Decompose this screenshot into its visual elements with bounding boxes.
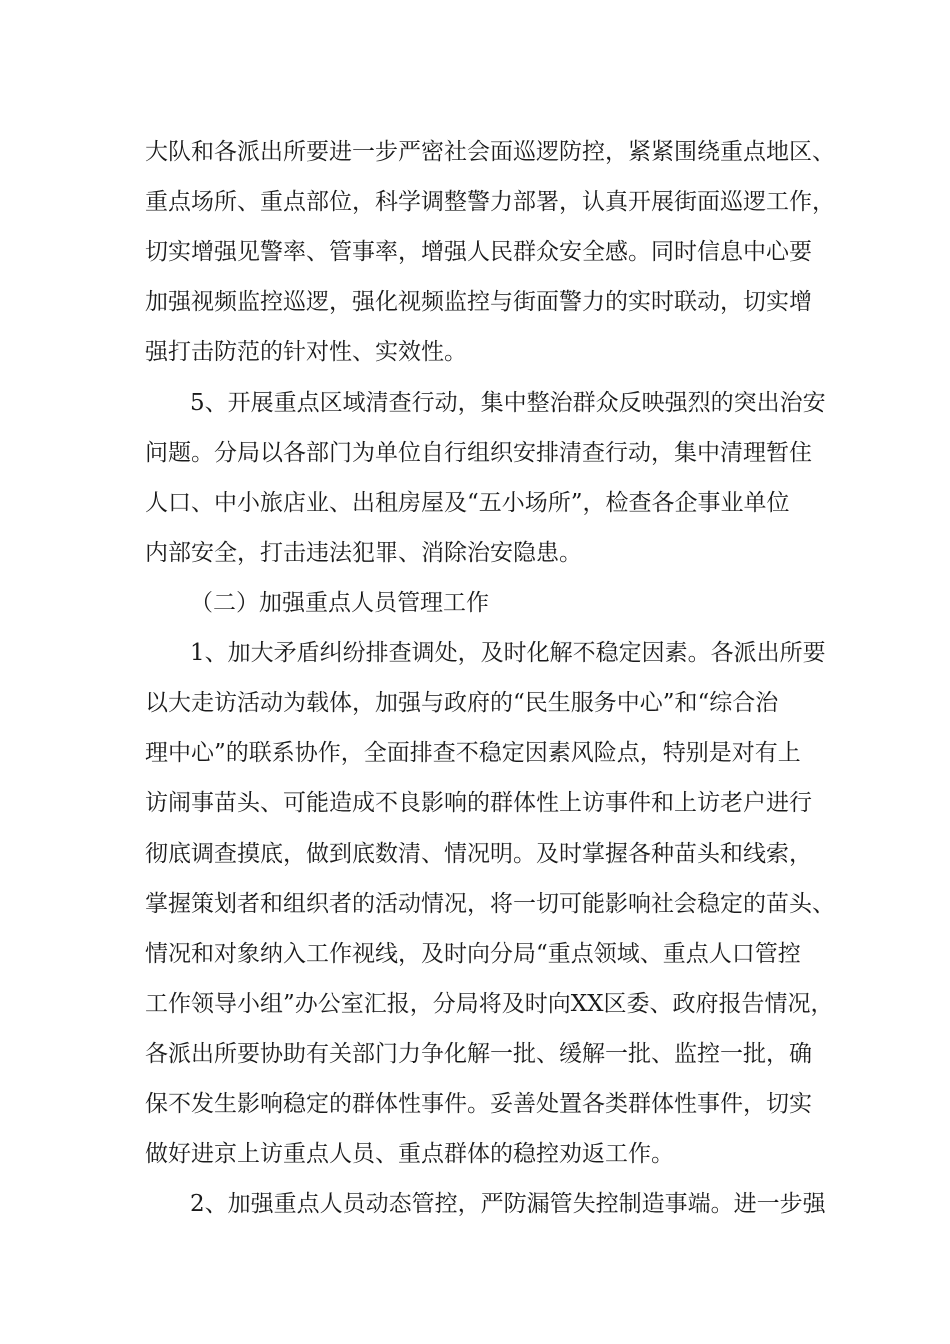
text-line-1: 大队和各派出所要进一步严密社会面巡逻防控，紧紧围绕重点地区、 bbox=[145, 139, 835, 165]
text-line-17: 情况和对象纳入工作视线，及时向分局“重点领域、重点人口管控 bbox=[145, 941, 801, 967]
text-line-8: 人口、中小旅店业、出租房屋及“五小场所”，检查各企事业单位 bbox=[145, 490, 790, 516]
paragraph-1-start: 1、加大矛盾纠纷排查调处，及时化解不稳定因素。各派出所要 bbox=[190, 640, 826, 666]
text-line-9: 内部安全，打击违法犯罪、消除治安隐患。 bbox=[145, 540, 582, 566]
text-line-4: 加强视频监控巡逻，强化视频监控与街面警力的实时联动，切实增 bbox=[145, 289, 812, 315]
text-line-13: 理中心”的联系协作，全面排查不稳定因素风险点，特别是对有上 bbox=[145, 740, 801, 766]
section-heading: （二）加强重点人员管理工作 bbox=[190, 590, 489, 616]
text-line-7: 问题。分局以各部门为单位自行组织安排清查行动，集中清理暂住 bbox=[145, 440, 812, 466]
text-line-12: 以大走访活动为载体，加强与政府的“民生服务中心”和“综合治 bbox=[145, 690, 779, 716]
text-line-19: 各派出所要协助有关部门力争化解一批、缓解一批、监控一批，确 bbox=[145, 1041, 812, 1067]
text-line-2: 重点场所、重点部位，科学调整警力部署，认真开展街面巡逻工作， bbox=[145, 189, 835, 215]
text-line-15: 彻底调查摸底，做到底数清、情况明。及时掌握各种苗头和线索， bbox=[145, 841, 812, 867]
text-line-21: 做好进京上访重点人员、重点群体的稳控劝返工作。 bbox=[145, 1141, 674, 1167]
text-line-18: 工作领导小组”办公室汇报，分局将及时向XX区委、政府报告情况， bbox=[145, 991, 834, 1017]
paragraph-5-start: 5、开展重点区域清查行动，集中整治群众反映强烈的突出治安 bbox=[190, 390, 826, 416]
text-line-16: 掌握策划者和组织者的活动情况，将一切可能影响社会稳定的苗头、 bbox=[145, 891, 835, 917]
paragraph-2-start: 2、加强重点人员动态管控，严防漏管失控制造事端。进一步强 bbox=[190, 1191, 826, 1217]
text-line-14: 访闹事苗头、可能造成不良影响的群体性上访事件和上访老户进行 bbox=[145, 790, 812, 816]
text-line-5: 强打击防范的针对性、实效性。 bbox=[145, 339, 467, 365]
text-line-3: 切实增强见警率、管事率，增强人民群众安全感。同时信息中心要 bbox=[145, 239, 812, 265]
text-line-20: 保不发生影响稳定的群体性事件。妥善处置各类群体性事件，切实 bbox=[145, 1091, 812, 1117]
